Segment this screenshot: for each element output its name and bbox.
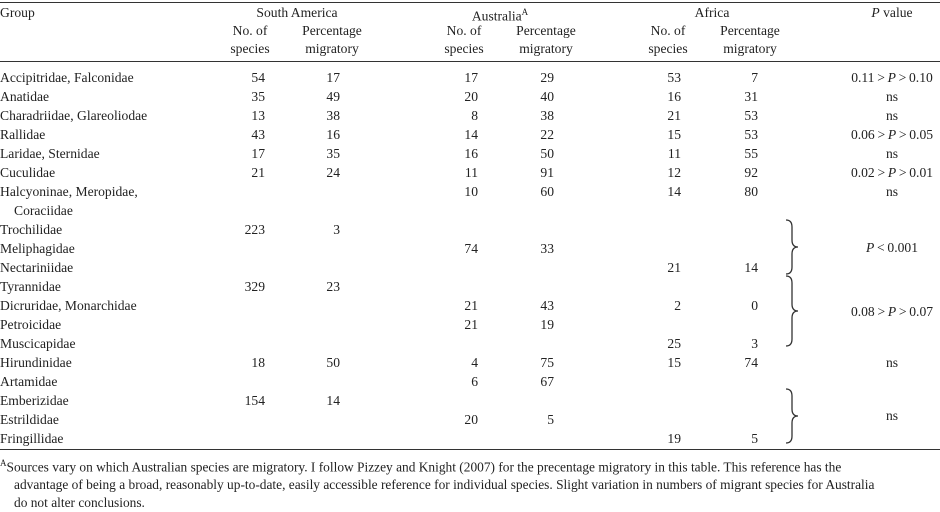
table-header-rule xyxy=(0,61,940,62)
p-symbol: P xyxy=(865,240,875,255)
brace-group-1-pvalue: P < 0.001 xyxy=(865,240,919,255)
cell-au-count: 16 xyxy=(464,146,478,161)
cell-au-percent: 22 xyxy=(540,127,554,142)
p-symbol: P xyxy=(887,304,897,319)
cell-group: Charadriidae, Glareoliodae xyxy=(0,108,148,123)
footnote-line-2: advantage of being a broad, reasonably up-to-date, easily accessible reference for individual species. Slight variation in numbers of migrant species for Australia xyxy=(14,477,875,493)
cell-group: Cuculidae xyxy=(0,165,56,180)
header-p-rest: value xyxy=(879,5,913,20)
cell-au-count: 8 xyxy=(471,108,478,123)
cell-sa-percent: 16 xyxy=(326,127,340,142)
cell-au-percent: 67 xyxy=(540,374,554,389)
p-symbol: P xyxy=(887,165,897,180)
cell-af-count: 21 xyxy=(667,108,681,123)
cell-au-count: 74 xyxy=(464,241,478,256)
header-au-migratory: migratory xyxy=(519,41,573,56)
cell-sa-percent: 50 xyxy=(326,355,340,370)
header-australia-footnote-marker: A xyxy=(521,7,529,17)
header-sa-no: No. of xyxy=(232,23,268,38)
cell-au-percent: 19 xyxy=(540,317,554,332)
cell-au-percent: 38 xyxy=(540,108,554,123)
cell-sa-count: 18 xyxy=(251,355,265,370)
cell-p-value: 0.06 > P > 0.05 xyxy=(850,127,934,142)
cell-sa-percent: 3 xyxy=(333,222,340,237)
cell-sa-count: 13 xyxy=(251,108,265,123)
cell-p-value: ns xyxy=(885,108,899,123)
cell-group: Hirundinidae xyxy=(0,355,72,370)
cell-p-value: 0.11 > P > 0.10 xyxy=(851,70,933,85)
header-australia-label: Australia xyxy=(471,8,522,24)
cell-sa-count: 35 xyxy=(251,89,265,104)
brace-group-2-pvalue: 0.08 > P > 0.07 xyxy=(850,304,934,319)
cell-sa-count: 54 xyxy=(251,70,265,85)
cell-af-percent: 53 xyxy=(744,127,758,142)
cell-group: Trochilidae xyxy=(0,222,63,237)
cell-p-value: ns xyxy=(885,146,899,161)
cell-group: Laridae, Sternidae xyxy=(0,146,100,161)
cell-group: Accipitridae, Falconidae xyxy=(0,70,134,85)
header-au-species: species xyxy=(444,41,484,56)
cell-af-count: 19 xyxy=(667,431,681,446)
cell-sa-percent: 38 xyxy=(326,108,340,123)
footnote xyxy=(0,454,940,512)
cell-sa-percent: 23 xyxy=(326,279,340,294)
cell-af-percent: 53 xyxy=(744,108,758,123)
header-af-migratory: migratory xyxy=(723,41,777,56)
cell-sa-percent: 24 xyxy=(326,165,340,180)
cell-af-percent: 74 xyxy=(744,355,758,370)
header-au-pct: Percentage xyxy=(516,23,576,38)
cell-sa-count: 43 xyxy=(251,127,265,142)
header-af-species: species xyxy=(648,41,688,56)
header-group: Group xyxy=(0,5,35,20)
footnote-marker: A xyxy=(0,458,7,468)
header-sa-migratory: migratory xyxy=(305,41,359,56)
brace-group-3 xyxy=(784,388,800,444)
cell-au-percent: 5 xyxy=(547,412,554,427)
cell-af-count: 2 xyxy=(674,298,681,313)
cell-group: Meliphagidae xyxy=(0,241,75,256)
p-symbol: P xyxy=(887,70,896,85)
cell-group: Artamidae xyxy=(0,374,58,389)
header-au-no: No. of xyxy=(446,23,482,38)
cell-group: Tyrannidae xyxy=(0,279,61,294)
cell-group: Halcyoninae, Meropidae, xyxy=(0,184,138,199)
cell-sa-count: 329 xyxy=(244,279,265,294)
cell-sa-percent: 49 xyxy=(326,89,340,104)
cell-group: Fringillidae xyxy=(0,431,64,446)
header-sa-pct: Percentage xyxy=(302,23,362,38)
cell-af-count: 53 xyxy=(667,70,681,85)
table-bottom-rule xyxy=(0,449,940,450)
cell-p-value: ns xyxy=(885,89,899,104)
cell-group: Estrildidae xyxy=(0,412,59,427)
footnote-line-1 xyxy=(0,454,940,476)
cell-af-percent: 3 xyxy=(751,336,758,351)
table-top-rule xyxy=(0,2,940,3)
cell-af-count: 25 xyxy=(667,336,681,351)
cell-af-percent: 7 xyxy=(751,70,758,85)
header-sa-species: species xyxy=(230,41,270,56)
cell-af-percent: 5 xyxy=(751,431,758,446)
cell-au-percent: 29 xyxy=(540,70,554,85)
cell-af-count: 21 xyxy=(667,260,681,275)
cell-au-percent: 75 xyxy=(540,355,554,370)
cell-au-percent: 33 xyxy=(540,241,554,256)
cell-au-count: 6 xyxy=(471,374,478,389)
cell-af-percent: 31 xyxy=(744,89,758,104)
cell-au-percent: 43 xyxy=(540,298,554,313)
cell-au-percent: 40 xyxy=(540,89,554,104)
cell-p-value: ns xyxy=(885,184,899,199)
cell-group: Nectariniidae xyxy=(0,260,74,275)
cell-sa-percent: 14 xyxy=(326,393,340,408)
cell-sa-count: 17 xyxy=(251,146,265,161)
cell-af-percent: 55 xyxy=(744,146,758,161)
brace-group-2 xyxy=(784,275,800,347)
cell-af-percent: 80 xyxy=(744,184,758,199)
header-south-america: South America xyxy=(256,5,338,20)
cell-au-percent: 91 xyxy=(540,165,554,180)
cell-af-count: 15 xyxy=(667,355,681,370)
header-af-pct: Percentage xyxy=(720,23,780,38)
cell-group: Emberizidae xyxy=(0,393,69,408)
cell-af-percent: 0 xyxy=(751,298,758,313)
cell-au-percent: 50 xyxy=(540,146,554,161)
header-p-value xyxy=(871,4,912,21)
cell-au-count: 14 xyxy=(464,127,478,142)
footnote-text-1: Sources vary on which Australian species are migratory. I follow Pizzey and Knight (2007) for the precentage migratory in this table. This reference has the xyxy=(6,459,842,475)
cell-p-value: 0.02 > P > 0.01 xyxy=(850,165,934,180)
cell-af-percent: 14 xyxy=(744,260,758,275)
cell-group-continued: Coraciidae xyxy=(14,203,73,218)
cell-af-count: 14 xyxy=(667,184,681,199)
cell-au-count: 4 xyxy=(471,355,478,370)
brace-group-1 xyxy=(784,219,800,275)
header-africa: Africa xyxy=(694,5,730,20)
cell-sa-percent: 35 xyxy=(326,146,340,161)
cell-au-count: 21 xyxy=(464,317,478,332)
cell-au-count: 20 xyxy=(464,89,478,104)
cell-sa-count: 21 xyxy=(251,165,265,180)
p-symbol: P xyxy=(887,127,897,142)
footnote-line-3: do not alter conclusions. xyxy=(14,495,145,511)
cell-group: Petroicidae xyxy=(0,317,62,332)
cell-af-count: 11 xyxy=(667,146,681,161)
cell-sa-count: 223 xyxy=(244,222,265,237)
cell-au-percent: 60 xyxy=(540,184,554,199)
header-p-italic: P xyxy=(871,5,880,20)
cell-sa-count: 154 xyxy=(244,393,265,408)
cell-group: Anatidae xyxy=(0,89,50,104)
cell-sa-percent: 17 xyxy=(326,70,340,85)
cell-af-count: 15 xyxy=(667,127,681,142)
cell-au-count: 21 xyxy=(464,298,478,313)
cell-af-count: 12 xyxy=(667,165,681,180)
cell-af-percent: 92 xyxy=(744,165,758,180)
cell-au-count: 17 xyxy=(464,70,478,85)
brace-group-3-pvalue: ns xyxy=(885,408,899,423)
cell-au-count: 20 xyxy=(464,412,478,427)
cell-group: Muscicapidae xyxy=(0,336,76,351)
cell-p-value: ns xyxy=(885,355,899,370)
cell-au-count: 11 xyxy=(464,165,478,180)
header-af-no: No. of xyxy=(650,23,686,38)
cell-au-count: 10 xyxy=(464,184,478,199)
cell-group: Rallidae xyxy=(0,127,46,142)
cell-group: Dicruridae, Monarchidae xyxy=(0,298,137,313)
cell-af-count: 16 xyxy=(667,89,681,104)
